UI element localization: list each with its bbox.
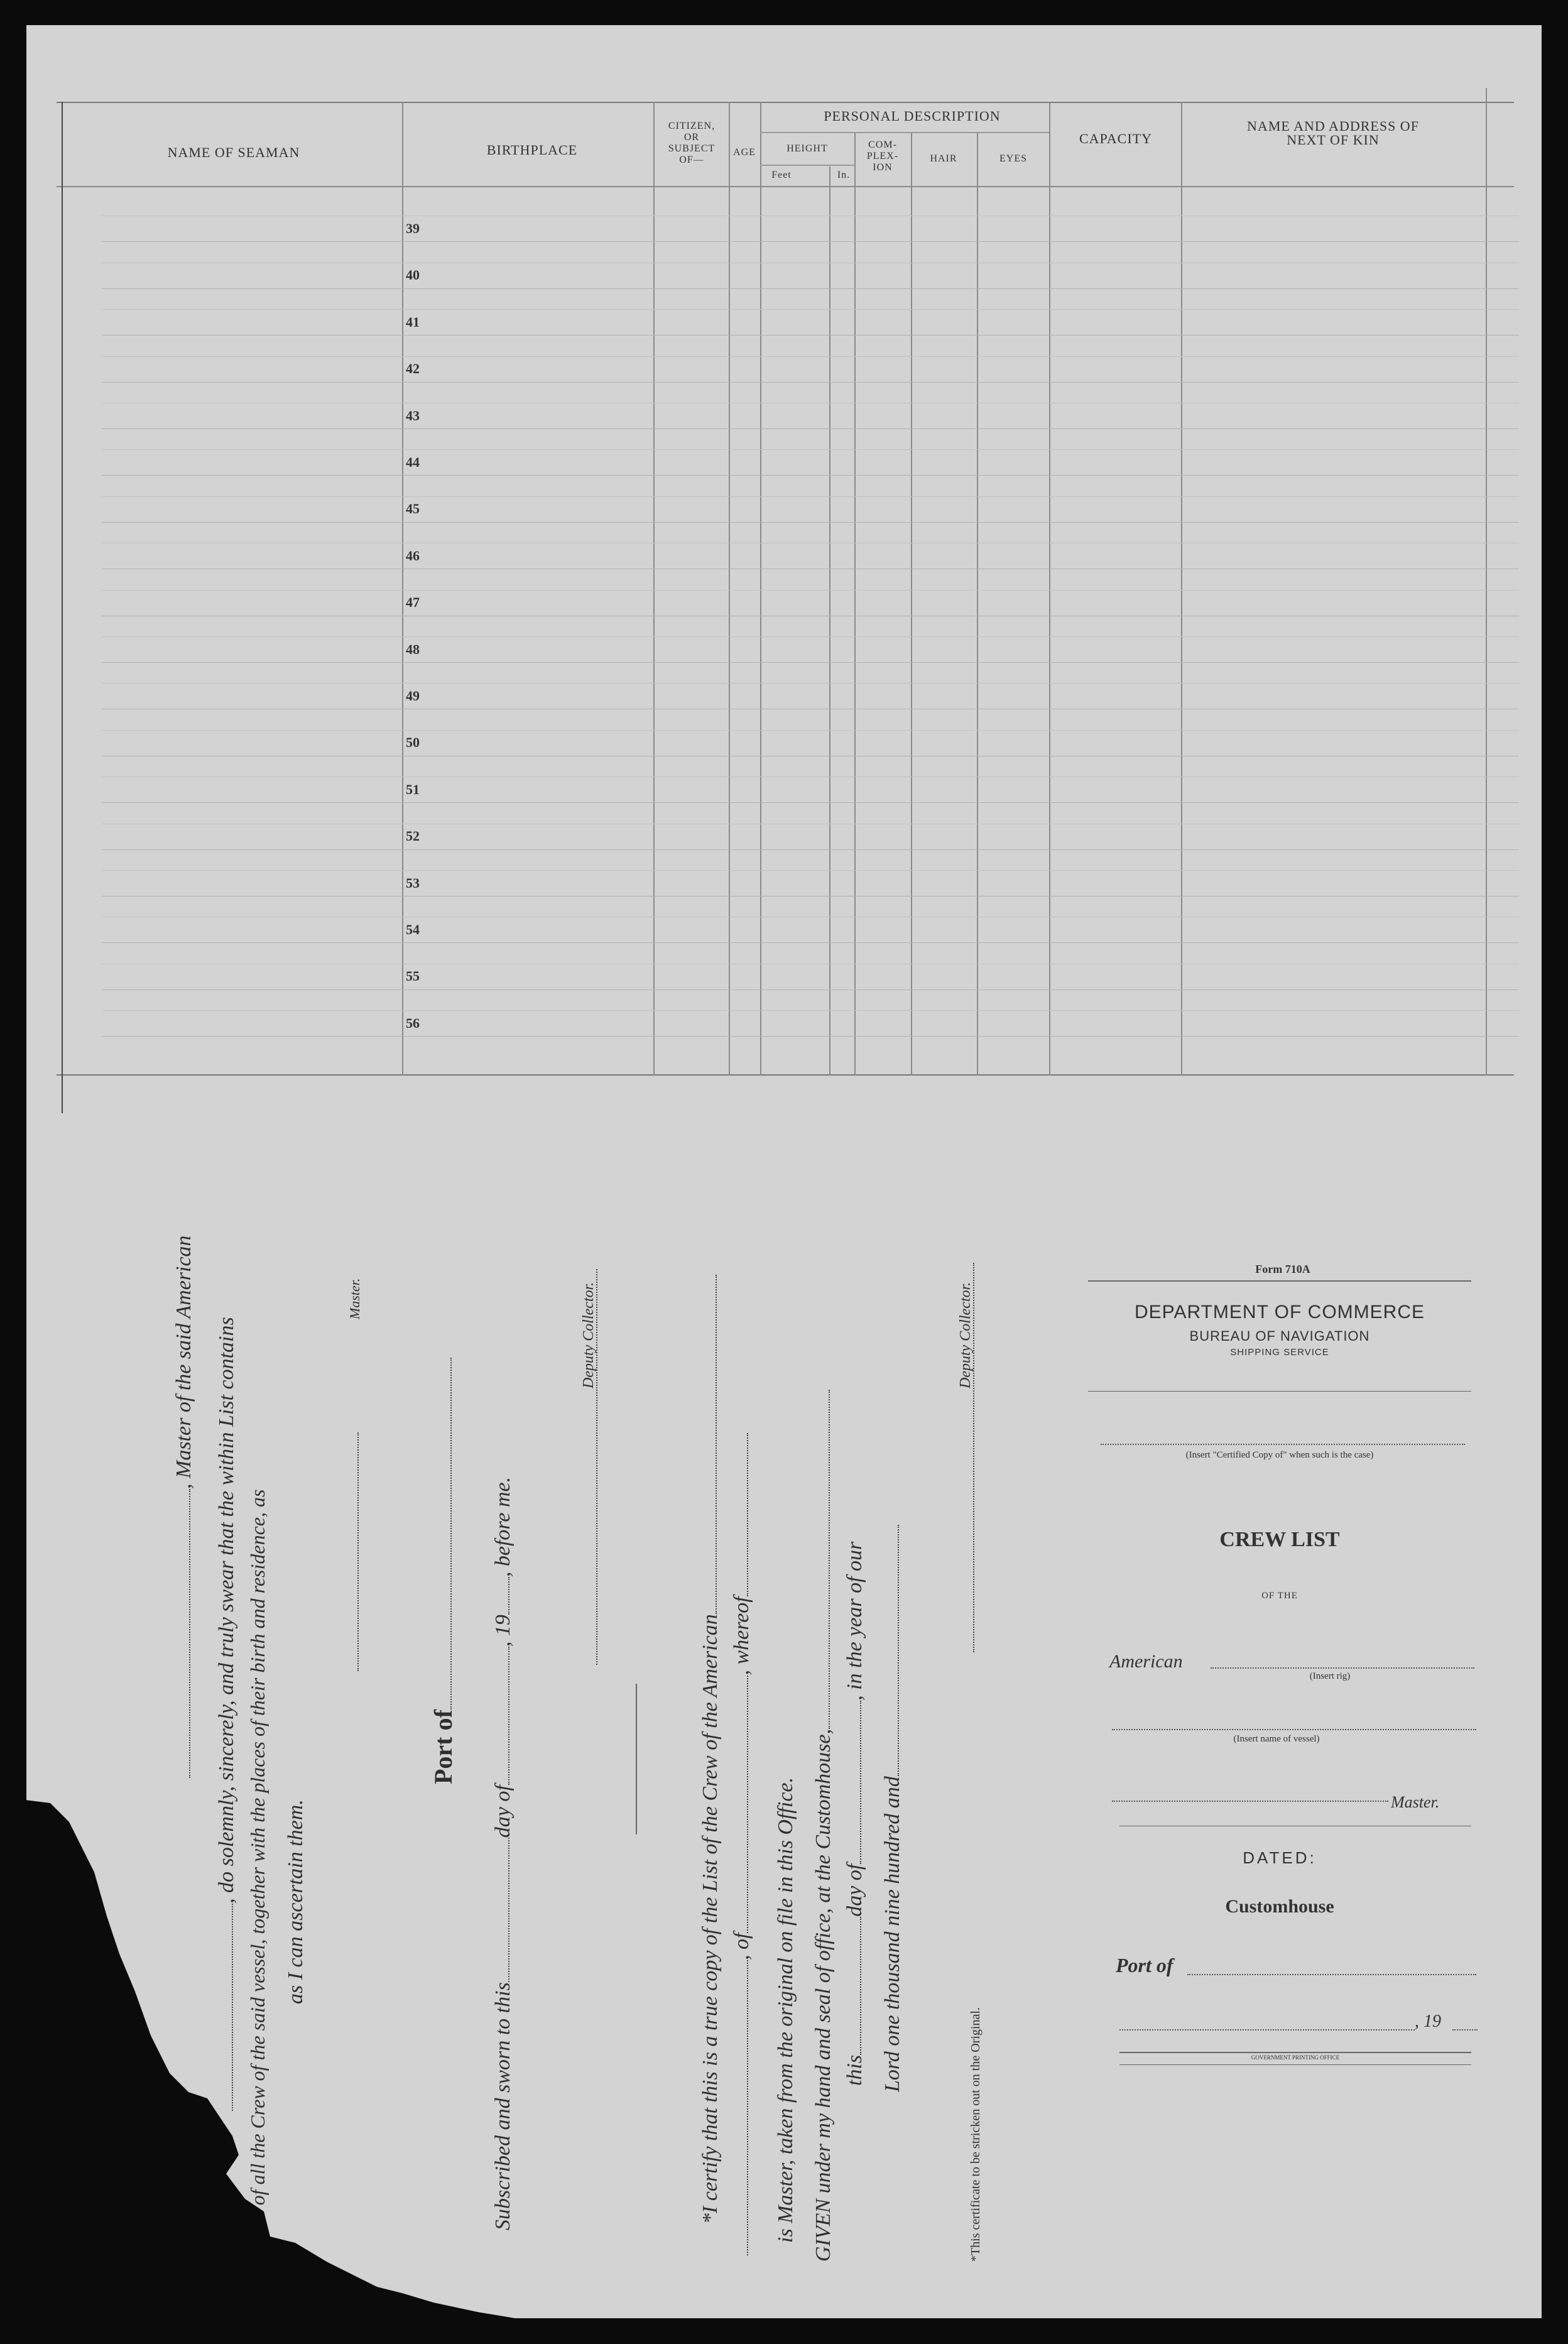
insert-vessel-note: (Insert name of vessel) <box>1233 1734 1320 1744</box>
header-age: AGE <box>733 147 756 158</box>
table-row-number: 53 <box>406 875 420 891</box>
cert-deputy-label: Deputy Collector. <box>957 1282 974 1388</box>
table-row-number: 50 <box>406 734 420 751</box>
service: SHIPPING SERVICE <box>1230 1347 1329 1358</box>
header-complexion-line2: PLEX- <box>866 151 899 161</box>
subscribed-line: Subscribed and sworn to thisday of, 19, before me. <box>491 1476 514 2230</box>
cert-line-4: GIVEN under my hand and seal of office, at the Customhouse, <box>812 1390 836 2262</box>
header-next-of-kin-line1: NAME AND ADDRESS OF <box>1247 118 1419 134</box>
header-inches: In. <box>837 170 851 180</box>
table-row-number: 39 <box>406 220 420 236</box>
cover-port-of: Port of <box>1116 1954 1173 1976</box>
table-row-number: 42 <box>406 361 420 377</box>
oath-line-1: , Master of the said American <box>172 1235 196 1778</box>
header-complexion-line3: ION <box>873 162 893 173</box>
oath-line-4: as I can ascertain them. <box>284 1799 307 2004</box>
header-complexion-line1: COM- <box>868 139 897 150</box>
cert-footnote: *This certificate to be stricken out on the Original. <box>969 2007 983 2262</box>
insert-rig-note: (Insert rig) <box>1309 1671 1351 1681</box>
table-row-number: 55 <box>406 968 420 984</box>
master-label: Master. <box>347 1278 362 1319</box>
deputy-collector-label: Deputy Collector. <box>580 1282 597 1388</box>
table-row-number: 51 <box>406 781 420 797</box>
cover-year: , 19 <box>1415 2012 1441 2031</box>
table-row-number: 48 <box>406 641 420 657</box>
header-eyes: EYES <box>999 153 1027 164</box>
form-number: Form 710A <box>1255 1263 1310 1275</box>
header-feet: Feet <box>771 170 792 180</box>
header-birthplace: BIRTHPLACE <box>486 142 578 158</box>
table-row-number: 40 <box>406 267 420 283</box>
cert-line-1: *I certify that this is a true copy of the List of the Crew of the American <box>699 1275 722 2224</box>
american-label: American <box>1109 1651 1183 1672</box>
table-row-number: 54 <box>406 921 420 937</box>
bureau: BUREAU OF NAVIGATION <box>1189 1328 1370 1344</box>
oath-line-2: , do solemnly, sincerely, and truly swear that the within List contains <box>215 1317 239 2111</box>
customhouse-label: Customhouse <box>1225 1896 1334 1917</box>
table-row-number: 41 <box>406 313 420 330</box>
table-row-number: 52 <box>406 828 420 844</box>
header-hair: HAIR <box>930 153 957 164</box>
header-citizen-line3: SUBJECT <box>668 143 716 154</box>
header-personal-description: PERSONAL DESCRIPTION <box>824 108 1001 124</box>
header-name-of-seaman: NAME OF SEAMAN <box>167 144 300 160</box>
header-height: HEIGHT <box>787 143 828 154</box>
table-row-number: 46 <box>406 547 420 564</box>
cert-line-2: , of, whereof <box>730 1433 754 2255</box>
table-row-number: 44 <box>406 454 420 470</box>
header-citizen-line1: CITIZEN, <box>668 121 716 131</box>
header-next-of-kin-line2: NEXT OF KIN <box>1287 132 1380 148</box>
oath-port-of: Port of <box>428 1358 458 1784</box>
cert-line-6: Lord one thousand nine hundred and <box>881 1525 905 2092</box>
header-capacity: CAPACITY <box>1079 131 1152 146</box>
cert-line-3: is Master, taken from the original on file in this Office. <box>774 1777 797 2243</box>
table-row-number: 49 <box>406 687 420 704</box>
oath-line-3: names of all the Crew of the said vessel, together with the places of their birth and residence, as <box>246 1489 269 2262</box>
insert-certified-note: (Insert "Certified Copy of" when such is the case) <box>1185 1450 1374 1460</box>
department: DEPARTMENT OF COMMERCE <box>1134 1302 1425 1322</box>
crew-list-title: CREW LIST <box>1219 1528 1340 1551</box>
dated-label: DATED: <box>1243 1848 1317 1867</box>
header-citizen-line4: OF— <box>679 155 704 165</box>
table-row-number: 43 <box>406 407 420 423</box>
header-citizen-line2: OR <box>683 132 700 143</box>
table-row-number: 45 <box>406 501 420 517</box>
printing-office: GOVERNMENT PRINTING OFFICE <box>1251 2054 1340 2061</box>
cover-master-label: Master. <box>1391 1793 1440 1811</box>
of-the: OF THE <box>1261 1591 1298 1601</box>
cert-line-5: thisday of, in the year of our <box>843 1541 866 2086</box>
table-row-number: 47 <box>406 594 420 611</box>
table-row-number: 56 <box>406 1015 420 1031</box>
